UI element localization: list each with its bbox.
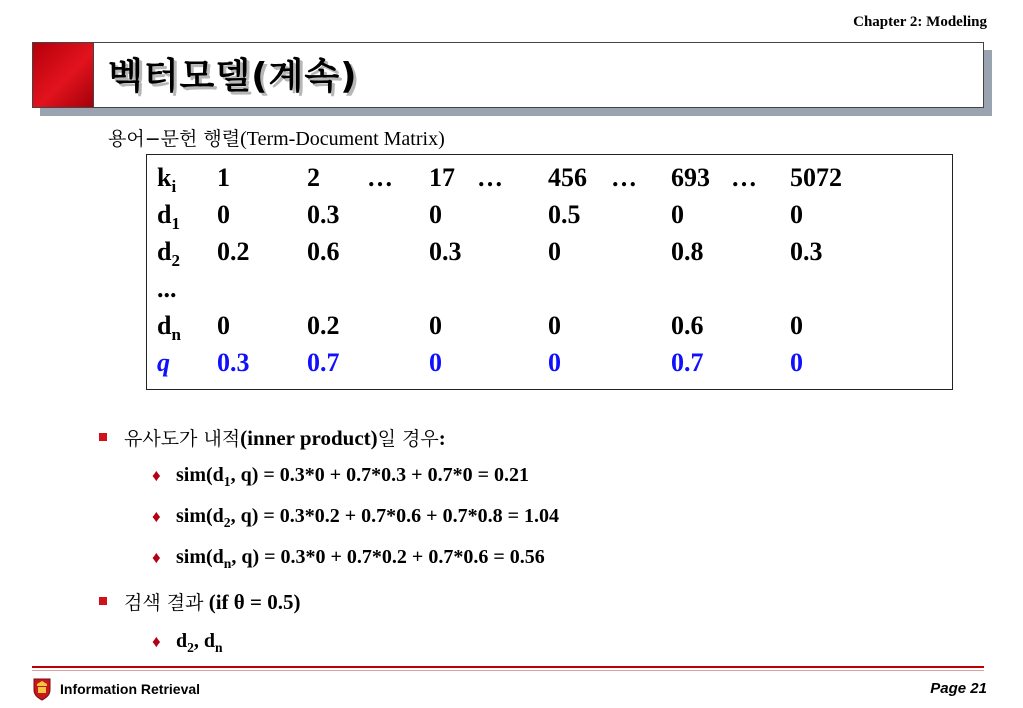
matrix-row-query — [147, 348, 952, 384]
row-label: $d_1$ — [157, 200, 180, 234]
matrix-cell: 0 — [790, 200, 803, 229]
subtitle-korean: 용어−문헌 행렬 — [108, 128, 241, 150]
matrix-cell: 0 — [429, 200, 442, 229]
page-title: 벡터모델(계속) — [108, 56, 358, 97]
diamond-bullet-icon: ♦ — [152, 507, 161, 526]
footer-divider — [32, 666, 984, 668]
matrix-cell: 0 — [790, 311, 803, 340]
chapter-label: Chapter 2: Modeling — [853, 14, 987, 30]
matrix-cell: 0 — [548, 348, 561, 377]
square-bullet-icon — [99, 597, 107, 605]
column-header: 456 — [548, 163, 587, 192]
matrix-cell: 0.3 — [790, 237, 823, 266]
matrix-cell: 0.3 — [217, 348, 250, 377]
university-crest-icon — [32, 677, 52, 701]
matrix-cell: 0.3 — [429, 237, 462, 266]
footer-course-title: Information Retrieval — [60, 681, 201, 697]
column-header: 693 — [671, 163, 710, 192]
matrix-cell: 0.7 — [307, 348, 340, 377]
matrix-row-d1 — [147, 200, 952, 236]
row-label: $d_n$ — [157, 311, 181, 345]
title-accent-block — [32, 42, 94, 108]
result-documents: $d_2$, $d_n$ — [176, 630, 223, 655]
sim-d2-line: $sim(d_2$, q) = 0.3*0.2 + 0.7*0.6 + 0.7*0.8 = 1.04 — [176, 505, 559, 530]
row-label: q — [157, 348, 170, 377]
row-label: $k_i$ — [157, 163, 177, 197]
sim-d1-line: $sim(d_1$, q) = 0.3*0 + 0.7*0.3 + 0.7*0 = 0.21 — [176, 464, 529, 489]
matrix-row-dn — [147, 311, 952, 347]
diamond-bullet-icon: ♦ — [152, 632, 161, 651]
matrix-cell: 0.6 — [307, 237, 340, 266]
column-ellipsis: … — [367, 163, 393, 192]
bullet-search-result: 검색 결과 (if θ = 0.5) — [124, 590, 301, 614]
matrix-cell: 0 — [671, 200, 684, 229]
square-bullet-icon — [99, 433, 107, 441]
sim-dn-line: $sim(d_n$, q) = 0.3*0 + 0.7*0.2 + 0.7*0.6 = 0.56 — [176, 546, 545, 571]
matrix-cell: 0.2 — [217, 237, 250, 266]
matrix-cell: 0.2 — [307, 311, 340, 340]
matrix-cell: 0.3 — [307, 200, 340, 229]
matrix-row-ellipsis — [147, 274, 952, 310]
matrix-cell: 0 — [217, 200, 230, 229]
footer-divider-thin — [32, 670, 984, 671]
column-ellipsis: … — [611, 163, 637, 192]
matrix-cell: 0 — [790, 348, 803, 377]
column-ellipsis: … — [477, 163, 503, 192]
matrix-cell: 0 — [217, 311, 230, 340]
matrix-cell: 0 — [429, 311, 442, 340]
matrix-header-row — [147, 163, 952, 199]
diamond-bullet-icon: ♦ — [152, 548, 161, 567]
row-label: $d_2$ — [157, 237, 180, 271]
column-header: 17 — [429, 163, 455, 192]
diamond-bullet-icon: ♦ — [152, 466, 161, 485]
column-ellipsis: … — [731, 163, 757, 192]
term-document-matrix — [146, 154, 953, 390]
matrix-cell: 0.6 — [671, 311, 704, 340]
subtitle-english: (Term-Document Matrix) — [240, 128, 445, 150]
matrix-cell: 0 — [429, 348, 442, 377]
page-number: Page 21 — [930, 680, 987, 697]
row-label: ... — [157, 274, 177, 303]
matrix-row-d2 — [147, 237, 952, 273]
matrix-cell: 0 — [548, 311, 561, 340]
column-header: 5072 — [790, 163, 842, 192]
bullet-inner-product: 유사도가 내적(inner product)일 경우: — [124, 426, 446, 450]
column-header: 2 — [307, 163, 320, 192]
matrix-cell: 0 — [548, 237, 561, 266]
matrix-cell: 0.5 — [548, 200, 581, 229]
matrix-cell: 0.7 — [671, 348, 704, 377]
matrix-cell: 0.8 — [671, 237, 704, 266]
subtitle — [108, 124, 445, 151]
column-header: 1 — [217, 163, 230, 192]
